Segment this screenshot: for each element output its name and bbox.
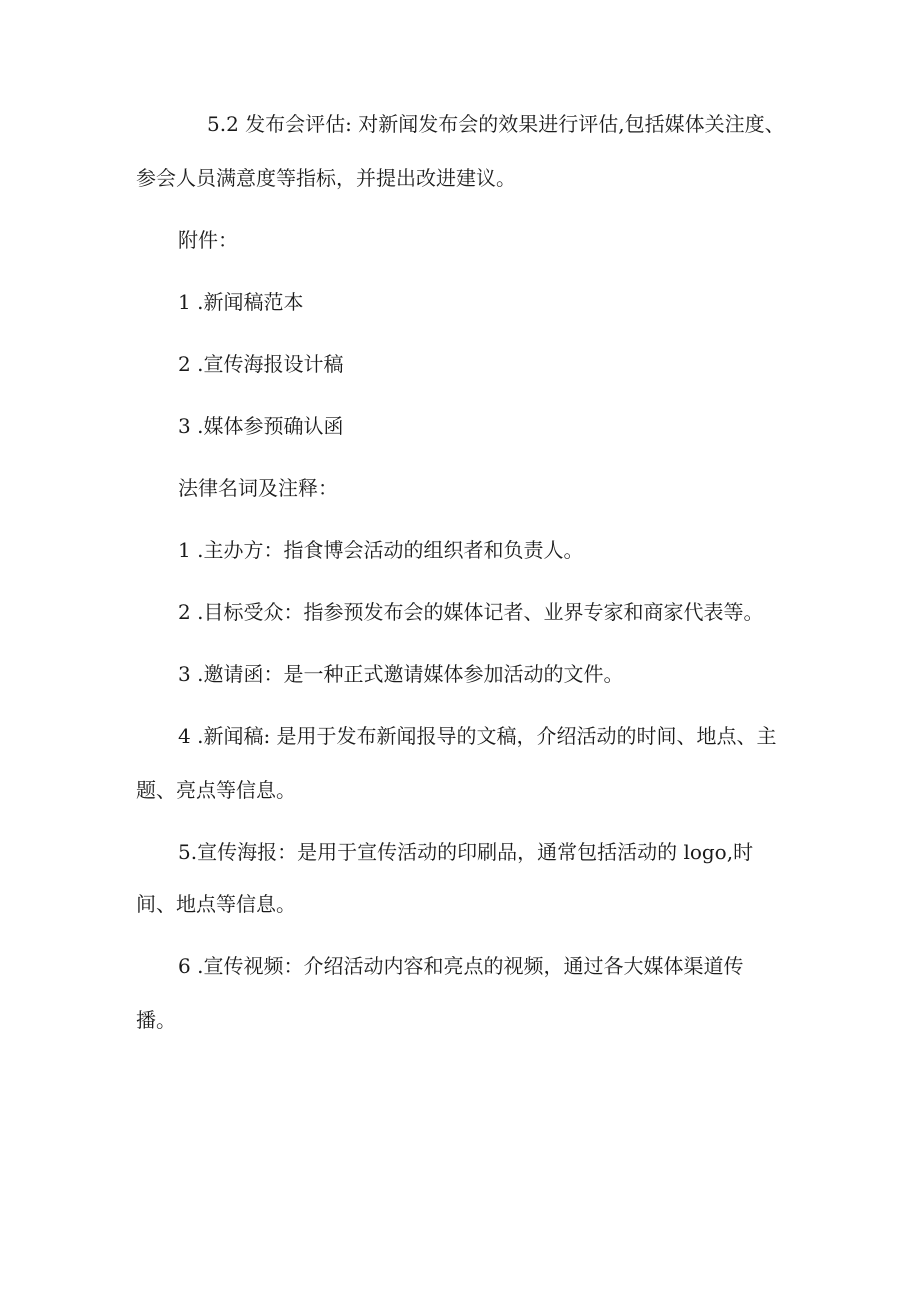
section-5-2-line-1: 5.2 发布会评估: 对新闻发布会的效果进行评估,包括媒体关注度、 (207, 112, 785, 136)
attachment-item: 3 .媒体参预确认函 (178, 414, 344, 438)
attachments-heading: 附件： (178, 228, 238, 252)
attachment-item: 1 .新闻稿范本 (178, 290, 304, 314)
legal-term-item: 6 .宣传视频：介绍活动内容和亮点的视频，通过各大媒体渠道传 (178, 954, 744, 978)
legal-term-item: 5.宣传海报：是用于宣传活动的印刷品，通常包括活动的 logo,时 (178, 840, 754, 864)
legal-term-item: 3 .邀请函：是一种正式邀请媒体参加活动的文件。 (178, 662, 624, 686)
legal-term-item-continuation: 间、地点等信息。 (136, 892, 296, 916)
legal-terms-heading: 法律名词及注释： (178, 476, 338, 500)
legal-term-item-continuation: 播。 (136, 1008, 176, 1032)
attachment-item: 2 .宣传海报设计稿 (178, 352, 344, 376)
legal-term-item: 4 .新闻稿: 是用于发布新闻报导的文稿，介绍活动的时间、地点、主 (178, 724, 777, 748)
section-5-2-line-2: 参会人员满意度等指标，并提出改进建议。 (136, 166, 516, 190)
legal-term-item: 1 .主办方：指食博会活动的组织者和负责人。 (178, 538, 584, 562)
legal-term-item: 2 .目标受众：指参预发布会的媒体记者、业界专家和商家代表等。 (178, 600, 764, 624)
legal-term-item-continuation: 题、亮点等信息。 (136, 778, 296, 802)
